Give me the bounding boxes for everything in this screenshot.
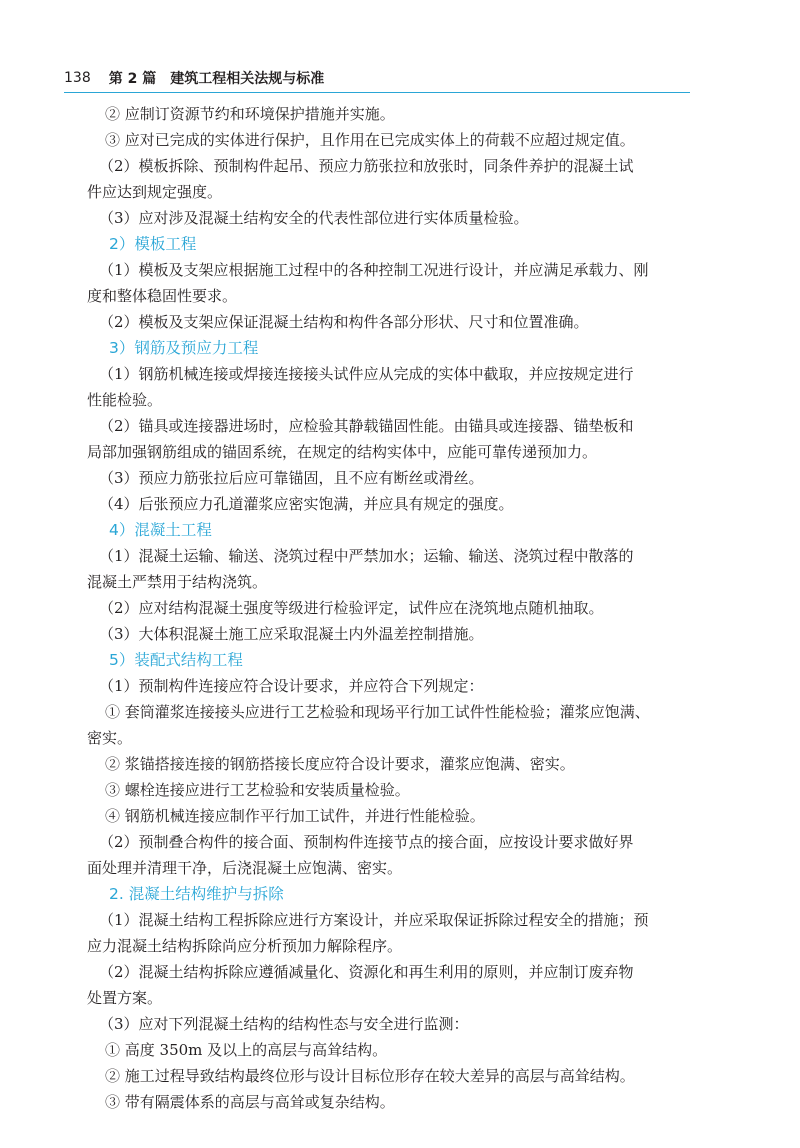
text-line: （2）预制叠合构件的接合面、预制构件连接节点的接合面，应按设计要求做好界 [99,833,634,851]
text-line: ① 套筒灌浆连接接头应进行工艺检验和现场平行加工试件性能检验；灌浆应饱满、 [105,703,650,721]
text-line: （4）后张预应力孔道灌浆应密实饱满，并应具有规定的强度。 [99,495,514,513]
text-line: ② 施工过程导致结构最终位形与设计目标位形存在较大差异的高层与高耸结构。 [105,1067,635,1085]
text-line: 面处理并清理干净，后浇混凝土应饱满、密实。 [87,859,403,877]
text-line: 处置方案。 [87,989,163,1007]
text-line: （3）应对涉及混凝土结构安全的代表性部位进行实体质量检验。 [99,209,529,227]
text-line: （3）应对下列混凝土结构的结构性态与安全进行监测： [99,1015,469,1033]
part-title: 建筑工程相关法规与标准 [170,71,325,87]
text-line: （3）预应力筋张拉后应可靠锚固，且不应有断丝或滑丝。 [99,469,484,487]
text-line: 局部加强钢筋组成的锚固系统，在规定的结构实体中，应能可靠传递预加力。 [87,443,598,461]
text-line: ① 高度 350m 及以上的高层与高耸结构。 [105,1041,388,1059]
text-line: ③ 应对已完成的实体进行保护，且作用在已完成实体上的荷载不应超过规定值。 [105,131,635,149]
text-line: （2）模板拆除、预制构件起吊、预应力筋张拉和放张时，同条件养护的混凝土试 [99,157,634,175]
text-line: （1）预制构件连接应符合设计要求，并应符合下列规定： [99,677,484,695]
section-heading: 2. 混凝土结构维护与拆除 [109,885,284,903]
text-line: ② 应制订资源节约和环境保护措施并实施。 [105,105,395,123]
page-number: 138 [64,70,91,86]
text-line: 混凝土严禁用于结构浇筑。 [87,573,268,591]
text-line: 度和整体稳固性要求。 [87,287,238,305]
text-line: 应力混凝土结构拆除尚应分析预加力解除程序。 [87,937,403,955]
text-line: 件应达到规定强度。 [87,183,223,201]
text-line: ③ 螺栓连接应进行工艺检验和安装质量检验。 [105,781,410,799]
text-line: （1）模板及支架应根据施工过程中的各种控制工况进行设计，并应满足承载力、刚 [99,261,649,279]
text-line: （2）模板及支架应保证混凝土结构和构件各部分形状、尺寸和位置准确。 [99,313,589,331]
text-line: （2）混凝土结构拆除应遵循减量化、资源化和再生利用的原则，并应制订废弃物 [99,963,634,981]
text-line: （2）应对结构混凝土强度等级进行检验评定，试件应在浇筑地点随机抽取。 [99,599,604,617]
section-heading: 5）装配式结构工程 [109,651,243,669]
text-line: 性能检验。 [87,391,163,409]
body-text [87,101,687,1115]
text-line: （1）钢筋机械连接或焊接连接接头试件应从完成的实体中截取，并应按规定进行 [99,365,634,383]
text-line: （1）混凝土结构工程拆除应进行方案设计，并应采取保证拆除过程安全的措施；预 [99,911,649,929]
running-header [64,64,690,92]
text-line: ② 浆锚搭接连接的钢筋搭接长度应符合设计要求，灌浆应饱满、密实。 [105,755,575,773]
header-rule [64,92,690,93]
text-line: ④ 钢筋机械连接应制作平行加工试件，并进行性能检验。 [105,807,485,825]
section-heading: 2）模板工程 [109,235,197,253]
section-heading: 3）钢筋及预应力工程 [109,339,259,357]
text-line: （3）大体积混凝土施工应采取混凝土内外温差控制措施。 [99,625,484,643]
text-line: ③ 带有隔震体系的高层与高耸或复杂结构。 [105,1093,395,1111]
part-label: 第 2 篇 [108,71,157,87]
section-heading: 4）混凝土工程 [109,521,212,539]
text-line: （1）混凝土运输、输送、浇筑过程中严禁加水；运输、输送、浇筑过程中散落的 [99,547,634,565]
text-line: （2）锚具或连接器进场时，应检验其静载锚固性能。由锚具或连接器、锚垫板和 [99,417,634,435]
text-line: 密实。 [87,729,133,747]
